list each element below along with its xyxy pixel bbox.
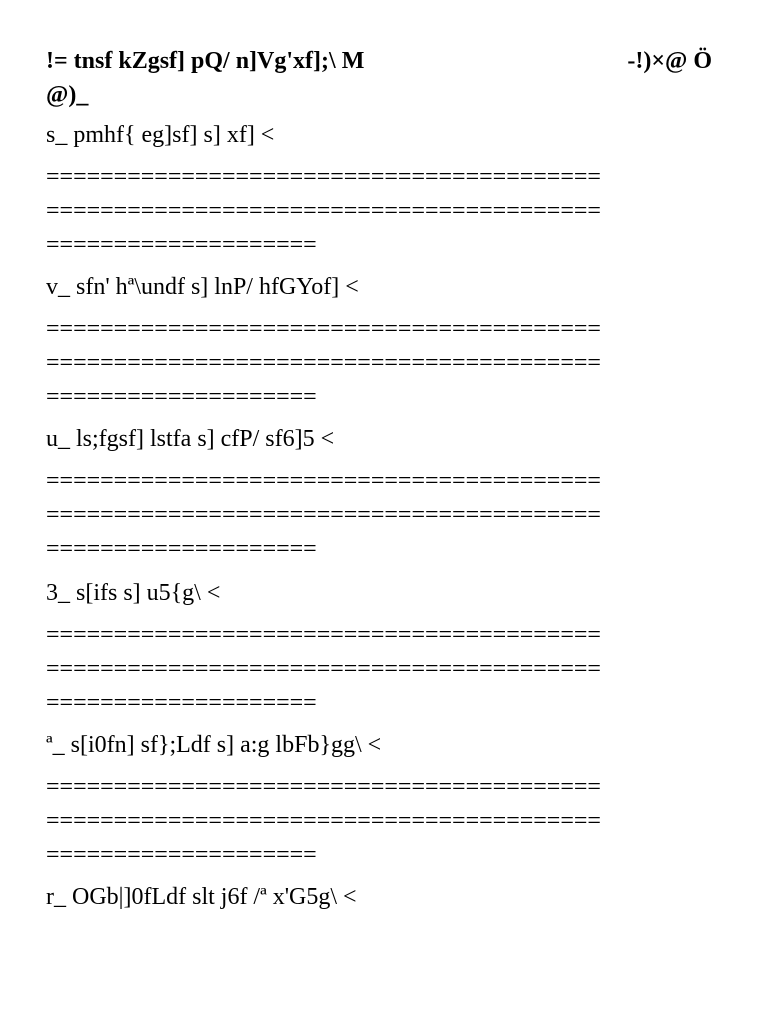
answer-line: ========================================= — [46, 164, 601, 190]
question-3 — [46, 424, 722, 566]
answer-line: ==================== — [46, 232, 317, 258]
question-2 — [46, 272, 722, 414]
answer-line: ========================================= — [46, 350, 601, 376]
answer-area — [46, 618, 722, 720]
answer-area — [46, 160, 722, 262]
answer-line: ==================== — [46, 384, 317, 410]
answer-line: ==================== — [46, 690, 317, 716]
answer-line: ========================================= — [46, 316, 601, 342]
answer-area — [46, 770, 722, 872]
answer-area — [46, 312, 722, 414]
answer-line: ========================================= — [46, 468, 601, 494]
answer-line: ==================== — [46, 536, 317, 562]
question-6 — [46, 882, 722, 912]
question-text: u_ ls;fgsf] lstfa s] cfP/ sf6]5 < — [46, 426, 335, 452]
answer-line: ========================================= — [46, 502, 601, 528]
question-5 — [46, 730, 722, 872]
answer-line: ========================================= — [46, 622, 601, 648]
answer-line: ==================== — [46, 842, 317, 868]
question-text: 3_ s[ifs s] u5{g\ < — [46, 580, 221, 606]
instruction-header — [46, 44, 722, 78]
answer-line: ========================================= — [46, 808, 601, 834]
answer-line: ========================================= — [46, 774, 601, 800]
answer-line: ========================================= — [46, 656, 601, 682]
question-text: ª_ s[i0fn] sf};Ldf s] a:g lbFb}gg\ < — [46, 732, 382, 758]
answer-line: ========================================= — [46, 198, 601, 224]
instruction-text: != tnsf kZgsf] pQ/ n]Vg'xf];\ M — [46, 48, 365, 74]
question-text: v_ sfn' hª\undf s] lnP/ hfGYof] < — [46, 274, 359, 300]
answer-area — [46, 464, 722, 566]
instruction-continuation: @)_ — [46, 82, 89, 108]
question-1 — [46, 120, 722, 262]
question-text: s_ pmhf{ eg]sf] s] xf] < — [46, 122, 275, 148]
question-4 — [46, 578, 722, 720]
question-text: r_ OGb|]0fLdf slt j6f /ª x'G5g\ < — [46, 884, 357, 910]
marks-allocation: -!)×@ Ö — [627, 48, 712, 74]
